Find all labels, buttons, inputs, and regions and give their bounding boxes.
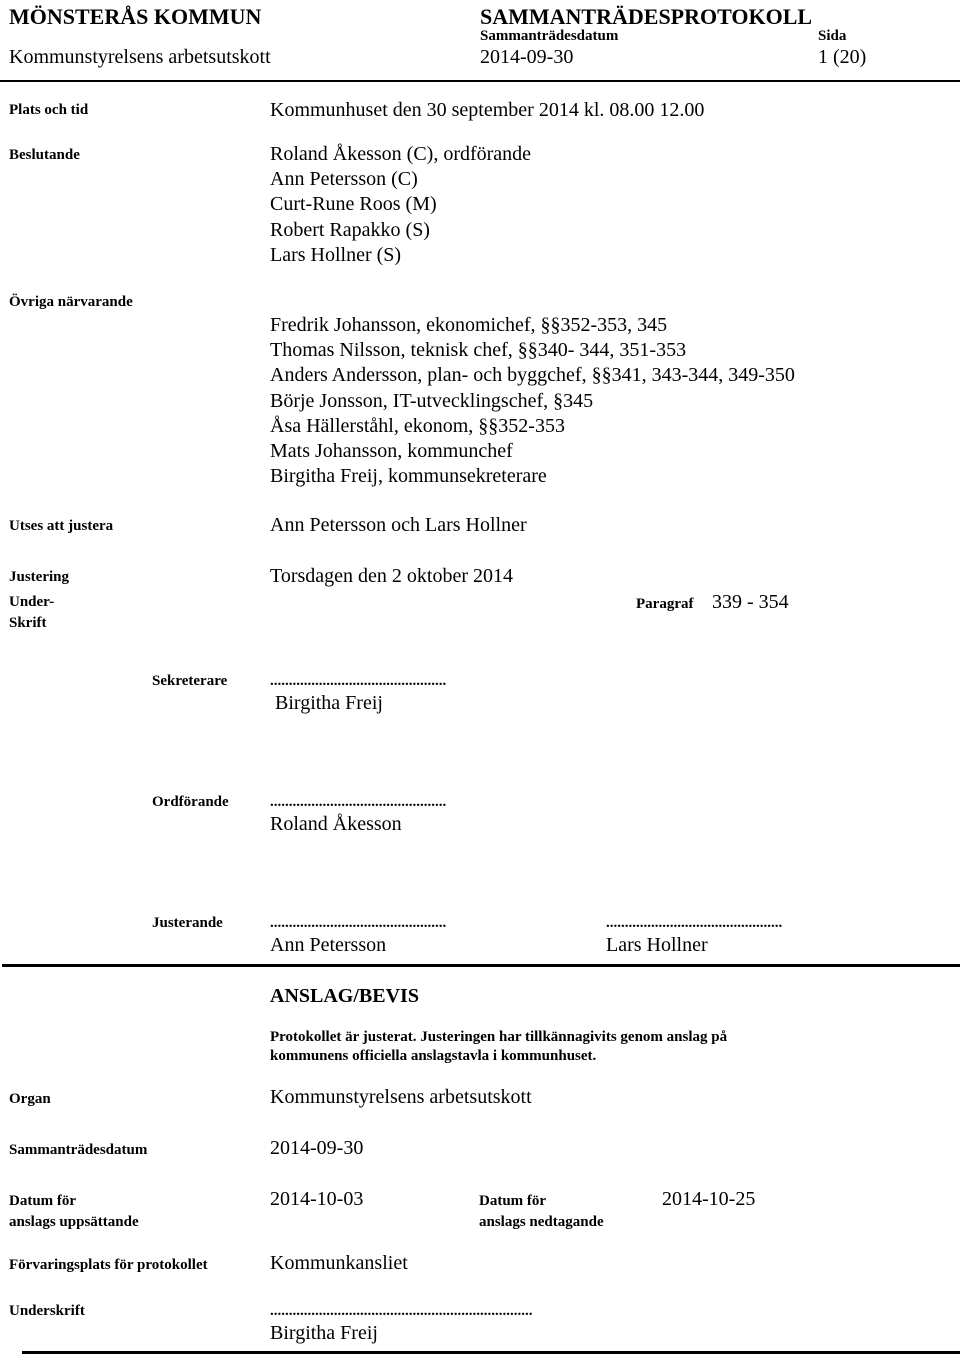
deciding-member: Ann Petersson (C) [270, 168, 418, 191]
place-label: Plats och tid [9, 102, 89, 118]
removed-value: 2014-10-25 [662, 1188, 756, 1210]
municipality-name: MÖNSTERÅS KOMMUN [9, 4, 262, 29]
anslag-date-label: Sammanträdesdatum [9, 1142, 148, 1158]
header-page-label: Sida [818, 28, 847, 44]
adjusting-name-2: Lars Hollner [606, 934, 708, 956]
section-divider [2, 964, 960, 967]
secretary-signature-line: ............................................... [270, 673, 447, 689]
signature-name: Birgitha Freij [270, 1322, 378, 1344]
attendee: Börje Jonsson, IT-utvecklingschef, §345 [270, 389, 594, 412]
others-label: Övriga närvarande [9, 294, 133, 310]
committee-name: Kommunstyrelsens arbetsutskott [9, 46, 271, 68]
deciding-list [270, 142, 531, 268]
deciding-member: Lars Hollner (S) [270, 243, 402, 266]
adjusting-signature-line-2: ............................................... [606, 915, 783, 931]
under-label: Under- [9, 594, 55, 610]
anslag-text-2: kommunens officiella anslagstavla i kommunhuset. [270, 1048, 597, 1064]
paragraf-value: 339 - 354 [712, 591, 789, 613]
attendee: Birgitha Freij, kommunsekreterare [270, 465, 547, 488]
attendee: Thomas Nilsson, teknisk chef, §§340- 344, 351-353 [270, 339, 687, 362]
organ-value: Kommunstyrelsens arbetsutskott [270, 1086, 532, 1108]
posted-label-2: anslags uppsättande [9, 1214, 139, 1230]
organ-label: Organ [9, 1091, 51, 1107]
justering-label: Justering [9, 569, 69, 585]
signature-label: Underskrift [9, 1303, 85, 1319]
anslag-text-1: Protokollet är justerat. Justeringen har tillkännagivits genom anslag på [270, 1029, 728, 1045]
attendee: Anders Andersson, plan- och byggchef, §§341, 343-344, 349-350 [270, 364, 795, 387]
removed-label-2: anslags nedtagande [479, 1214, 604, 1230]
posted-value: 2014-10-03 [270, 1188, 364, 1210]
posted-label-1: Datum för [9, 1193, 77, 1209]
page-number: 1 (20) [818, 46, 867, 68]
place-value: Kommunhuset den 30 september 2014 kl. 08.00 12.00 [270, 99, 705, 121]
attendee: Mats Johansson, kommunchef [270, 440, 513, 463]
attendee: Åsa Hällerståhl, ekonom, §§352-353 [270, 414, 565, 437]
deciding-label: Beslutande [9, 147, 80, 163]
deciding-member: Roland Åkesson (C), ordförande [270, 143, 532, 165]
header-date: 2014-09-30 [480, 46, 574, 68]
footer-divider [22, 1351, 960, 1354]
storage-label: Förvaringsplats för protokollet [9, 1257, 208, 1273]
secretary-label: Sekreterare [152, 673, 228, 689]
adjusting-signature-line-1: ............................................... [270, 915, 447, 931]
chair-label: Ordförande [152, 794, 229, 810]
adjust-value: Ann Petersson och Lars Hollner [270, 514, 527, 536]
secretary-name: Birgitha Freij [275, 692, 383, 714]
chair-name: Roland Åkesson [270, 813, 402, 835]
deciding-member: Curt-Rune Roos (M) [270, 193, 437, 216]
signature-line: ...................................................................... [270, 1303, 533, 1319]
adjusting-name-1: Ann Petersson [270, 934, 387, 956]
adjust-label: Utses att justera [9, 518, 114, 534]
chair-signature-line: ............................................... [270, 794, 447, 810]
justering-value: Torsdagen den 2 oktober 2014 [270, 565, 513, 587]
header-date-label: Sammanträdesdatum [480, 28, 619, 44]
header-divider [0, 80, 960, 82]
deciding-member: Robert Rapakko (S) [270, 218, 430, 241]
skrift-label: Skrift [9, 615, 47, 631]
adjusting-label: Justerande [152, 915, 223, 931]
anslag-title: ANSLAG/BEVIS [270, 985, 419, 1007]
others-list [270, 313, 795, 489]
paragraf-label: Paragraf [636, 596, 694, 612]
storage-value: Kommunkansliet [270, 1252, 408, 1274]
removed-label-1: Datum för [479, 1193, 547, 1209]
attendee: Fredrik Johansson, ekonomichef, §§352-353, 345 [270, 314, 668, 336]
anslag-date-value: 2014-09-30 [270, 1137, 364, 1159]
document-type: SAMMANTRÄDESPROTOKOLL [480, 4, 813, 29]
